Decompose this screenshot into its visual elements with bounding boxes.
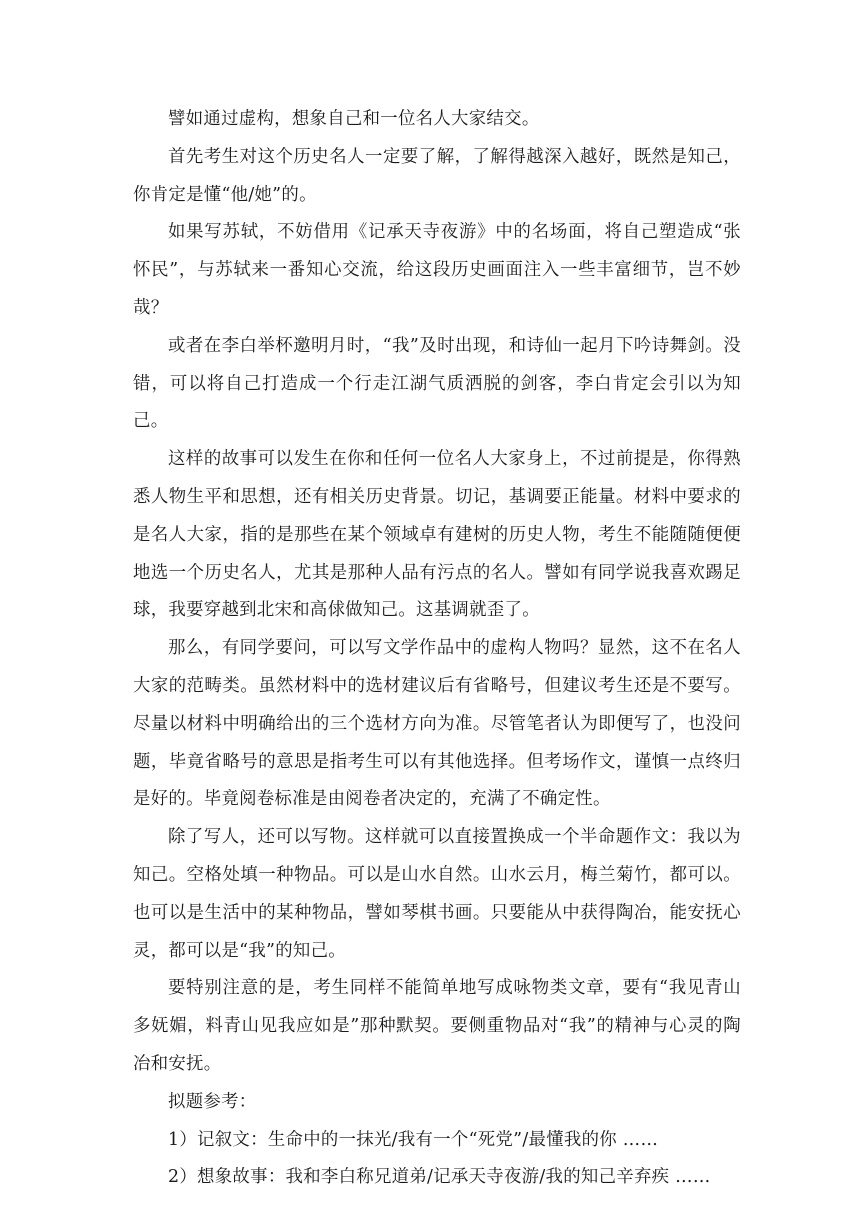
paragraph-4: 或者在李白举杯邀明月时，“我”及时出现，和诗仙一起月下吟诗舞剑。没错，可以将自己打造成一个行走江湖气质洒脱的剑客，李白肯定会引以为知己。 xyxy=(133,335,741,432)
paragraph-1: 譬如通过虚构，想象自己和一位名人大家结交。 xyxy=(168,109,540,129)
title-reference-item-1: 1）记叙文：生命中的一抹光/我有一个“死党”/最懂我的你 …… xyxy=(168,1129,659,1150)
paragraph-8: 要特别注意的是，考生同样不能简单地写成咏物类文章，要有“我见青山多妩媚，料青山见我应如是”那种默契。要侧重物品对“我”的精神与心灵的陶冶和安抚。 xyxy=(133,978,741,1074)
title-reference-item-2: 2）想象故事：我和李白称兄道弟/记承天寺夜游/我的知己辛弃疾 …… xyxy=(168,1167,711,1188)
paragraph-3: 如果写苏轼，不妨借用《记承天寺夜游》中的名场面，将自己塑造成“张怀民”，与苏轼来一番知心交流，给这段历史画面注入一些丰富细节，岂不妙哉？ xyxy=(133,222,741,318)
title-reference-heading: 拟题参考： xyxy=(168,1091,257,1112)
paragraph-6: 那么，有同学要问，可以写文学作品中的虚构人物吗？显然，这不在名人大家的范畴类。虽然材料中的选材建议后有省略号，但建议考生还是不要写。尽量以材料中明确给出的三个选材方向为准。尽管笔者认为即便写了，也没问题，毕竟省略号的意思是指考生可以有其他选择。但考场作文，谨慎一点终归是好的。毕竟阅卷标准是由阅卷者决定的，充满了不确定性。 xyxy=(133,638,741,810)
document-body xyxy=(133,101,741,1197)
paragraph-7: 除了写人，还可以写物。这样就可以直接置换成一个半命题作文：我以为知己。空格处填一种物品。可以是山水自然。山水云月，梅兰菊竹，都可以。也可以是生活中的某种物品，譬如琴棋书画。只要能从中获得陶冶，能安抚心灵，都可以是“我”的知己。 xyxy=(133,827,741,961)
paragraph-2: 首先考生对这个历史名人一定要了解，了解得越深入越好，既然是知己，你肯定是懂“他/她”的。 xyxy=(133,146,741,205)
paragraph-5: 这样的故事可以发生在你和任何一位名人大家身上，不过前提是，你得熟悉人物生平和思想，还有相关历史背景。切记，基调要正能量。材料中要求的是名人大家，指的是那些在某个领域卓有建树的历史人物，考生不能随随便便地选一个历史名人，尤其是那种人品有污点的名人。譬如有同学说我喜欢踢足球，我要穿越到北宋和高俅做知己。这基调就歪了。 xyxy=(133,449,741,621)
